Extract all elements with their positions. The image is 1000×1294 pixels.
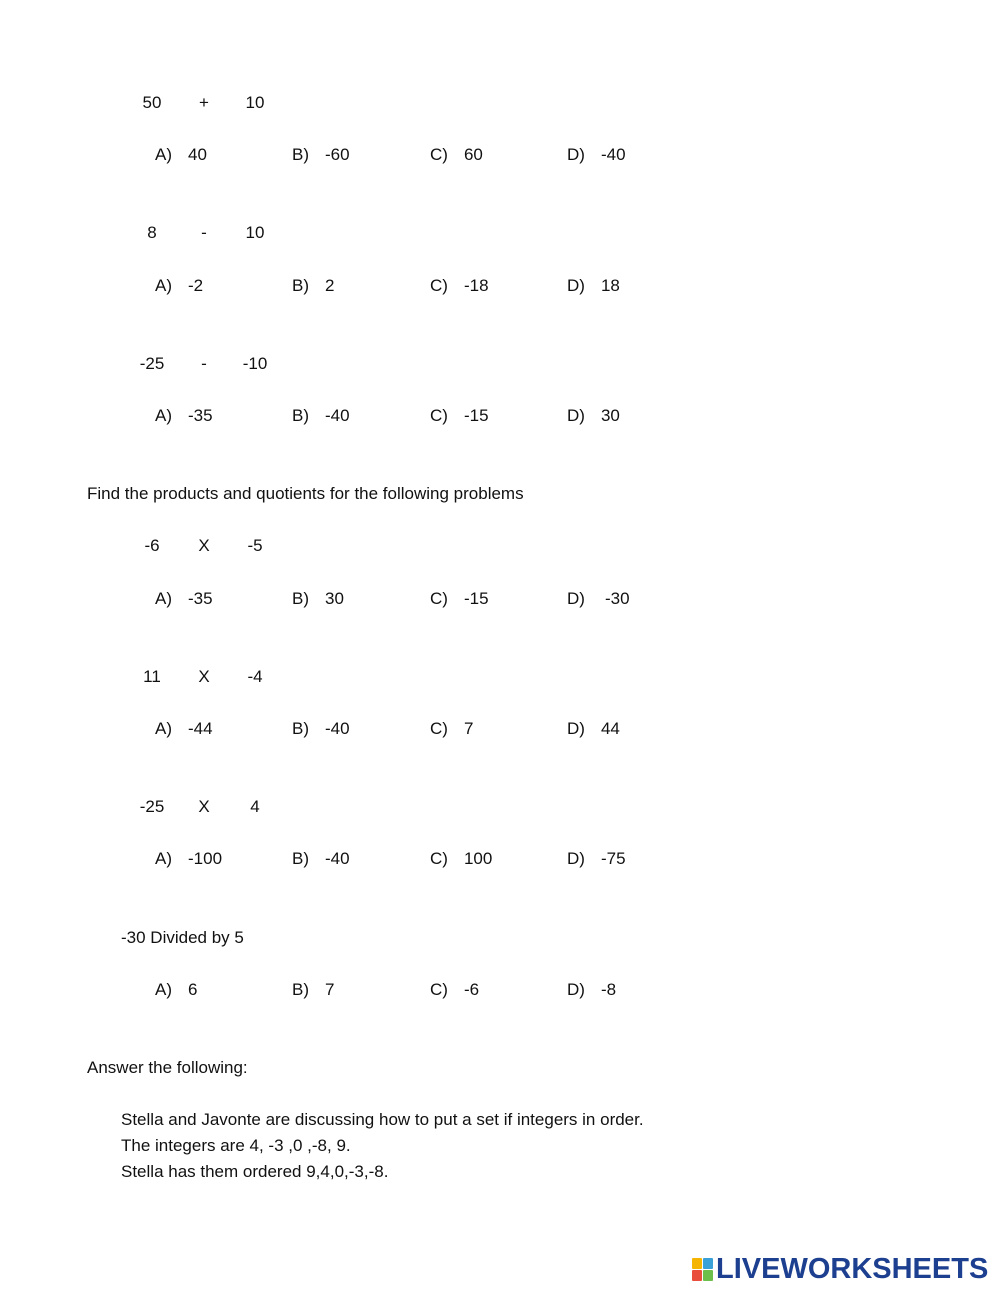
option-c[interactable]: C) -15 <box>430 406 489 425</box>
option-d[interactable]: D) 44 <box>567 719 620 738</box>
option-b[interactable]: B) -40 <box>292 719 350 738</box>
problem-1-operator: + <box>199 93 209 112</box>
option-b[interactable]: B) 7 <box>292 980 335 999</box>
word-problem-line-1: Stella and Javonte are discussing how to put a set if integers in order. <box>121 1110 644 1129</box>
problem-6-operand-a: -25 <box>139 797 165 816</box>
option-a[interactable]: A) -2 <box>155 276 204 295</box>
problem-3-operand-b: -10 <box>242 354 268 373</box>
logo-mark-tile-1 <box>692 1258 702 1269</box>
option-c[interactable]: C) -6 <box>430 980 480 999</box>
option-a[interactable]: A) -35 <box>155 406 213 425</box>
problem-5-operand-b: -4 <box>247 667 263 686</box>
problem-4-operand-a: -6 <box>144 536 160 555</box>
problem-7-question: -30 Divided by 5 <box>121 928 244 947</box>
option-d[interactable]: D) -30 <box>567 589 630 608</box>
problem-2-operator: - <box>201 223 207 242</box>
option-b[interactable]: B) -40 <box>292 406 350 425</box>
option-a[interactable]: A) 40 <box>155 145 207 164</box>
problem-6-operand-b: 4 <box>250 797 260 816</box>
logo-mark-tile-3 <box>692 1270 702 1281</box>
problem-1-operand-a: 50 <box>142 93 162 112</box>
liveworksheets-logo-icon <box>692 1258 712 1280</box>
option-d[interactable]: D) 18 <box>567 276 620 295</box>
problem-3-operand-a: -25 <box>139 354 165 373</box>
word-problem-line-2: The integers are 4, -3 ,0 ,-8, 9. <box>121 1136 351 1155</box>
option-d[interactable]: D) 30 <box>567 406 620 425</box>
option-d[interactable]: D) -40 <box>567 145 626 164</box>
liveworksheets-logo-text: LIVEWORKSHEETS <box>716 1253 989 1285</box>
problem-5-operator: X <box>198 667 210 686</box>
option-c[interactable]: C) 100 <box>430 849 493 868</box>
option-c[interactable]: C) -18 <box>430 276 489 295</box>
logo-mark-tile-2 <box>703 1258 713 1269</box>
option-c[interactable]: C) -15 <box>430 589 489 608</box>
option-a[interactable]: A) -100 <box>155 849 223 868</box>
problem-4-operand-b: -5 <box>247 536 263 555</box>
option-a[interactable]: A) 6 <box>155 980 198 999</box>
option-b[interactable]: B) -60 <box>292 145 350 164</box>
liveworksheets-logo <box>692 1254 988 1284</box>
option-d[interactable]: D) -8 <box>567 980 617 999</box>
problem-4-operator: X <box>198 536 210 555</box>
option-b[interactable]: B) 2 <box>292 276 335 295</box>
problem-1-operand-b: 10 <box>245 93 265 112</box>
products-section-heading: Find the products and quotients for the following problems <box>87 484 524 503</box>
problem-3-operator: - <box>201 354 207 373</box>
option-c[interactable]: C) 60 <box>430 145 483 164</box>
problem-6-operator: X <box>198 797 210 816</box>
word-problem-line-3: Stella has them ordered 9,4,0,-3,-8. <box>121 1162 389 1181</box>
option-b[interactable]: B) 30 <box>292 589 344 608</box>
problem-2-operand-a: 8 <box>147 223 157 242</box>
problem-5-operand-a: 11 <box>143 667 161 686</box>
problem-2-operand-b: 10 <box>245 223 265 242</box>
answer-section-heading: Answer the following: <box>87 1058 248 1077</box>
option-a[interactable]: A) -44 <box>155 719 213 738</box>
option-d[interactable]: D) -75 <box>567 849 626 868</box>
logo-mark-tile-4 <box>703 1270 713 1281</box>
option-a[interactable]: A) -35 <box>155 589 213 608</box>
option-b[interactable]: B) -40 <box>292 849 350 868</box>
option-c[interactable]: C) 7 <box>430 719 474 738</box>
